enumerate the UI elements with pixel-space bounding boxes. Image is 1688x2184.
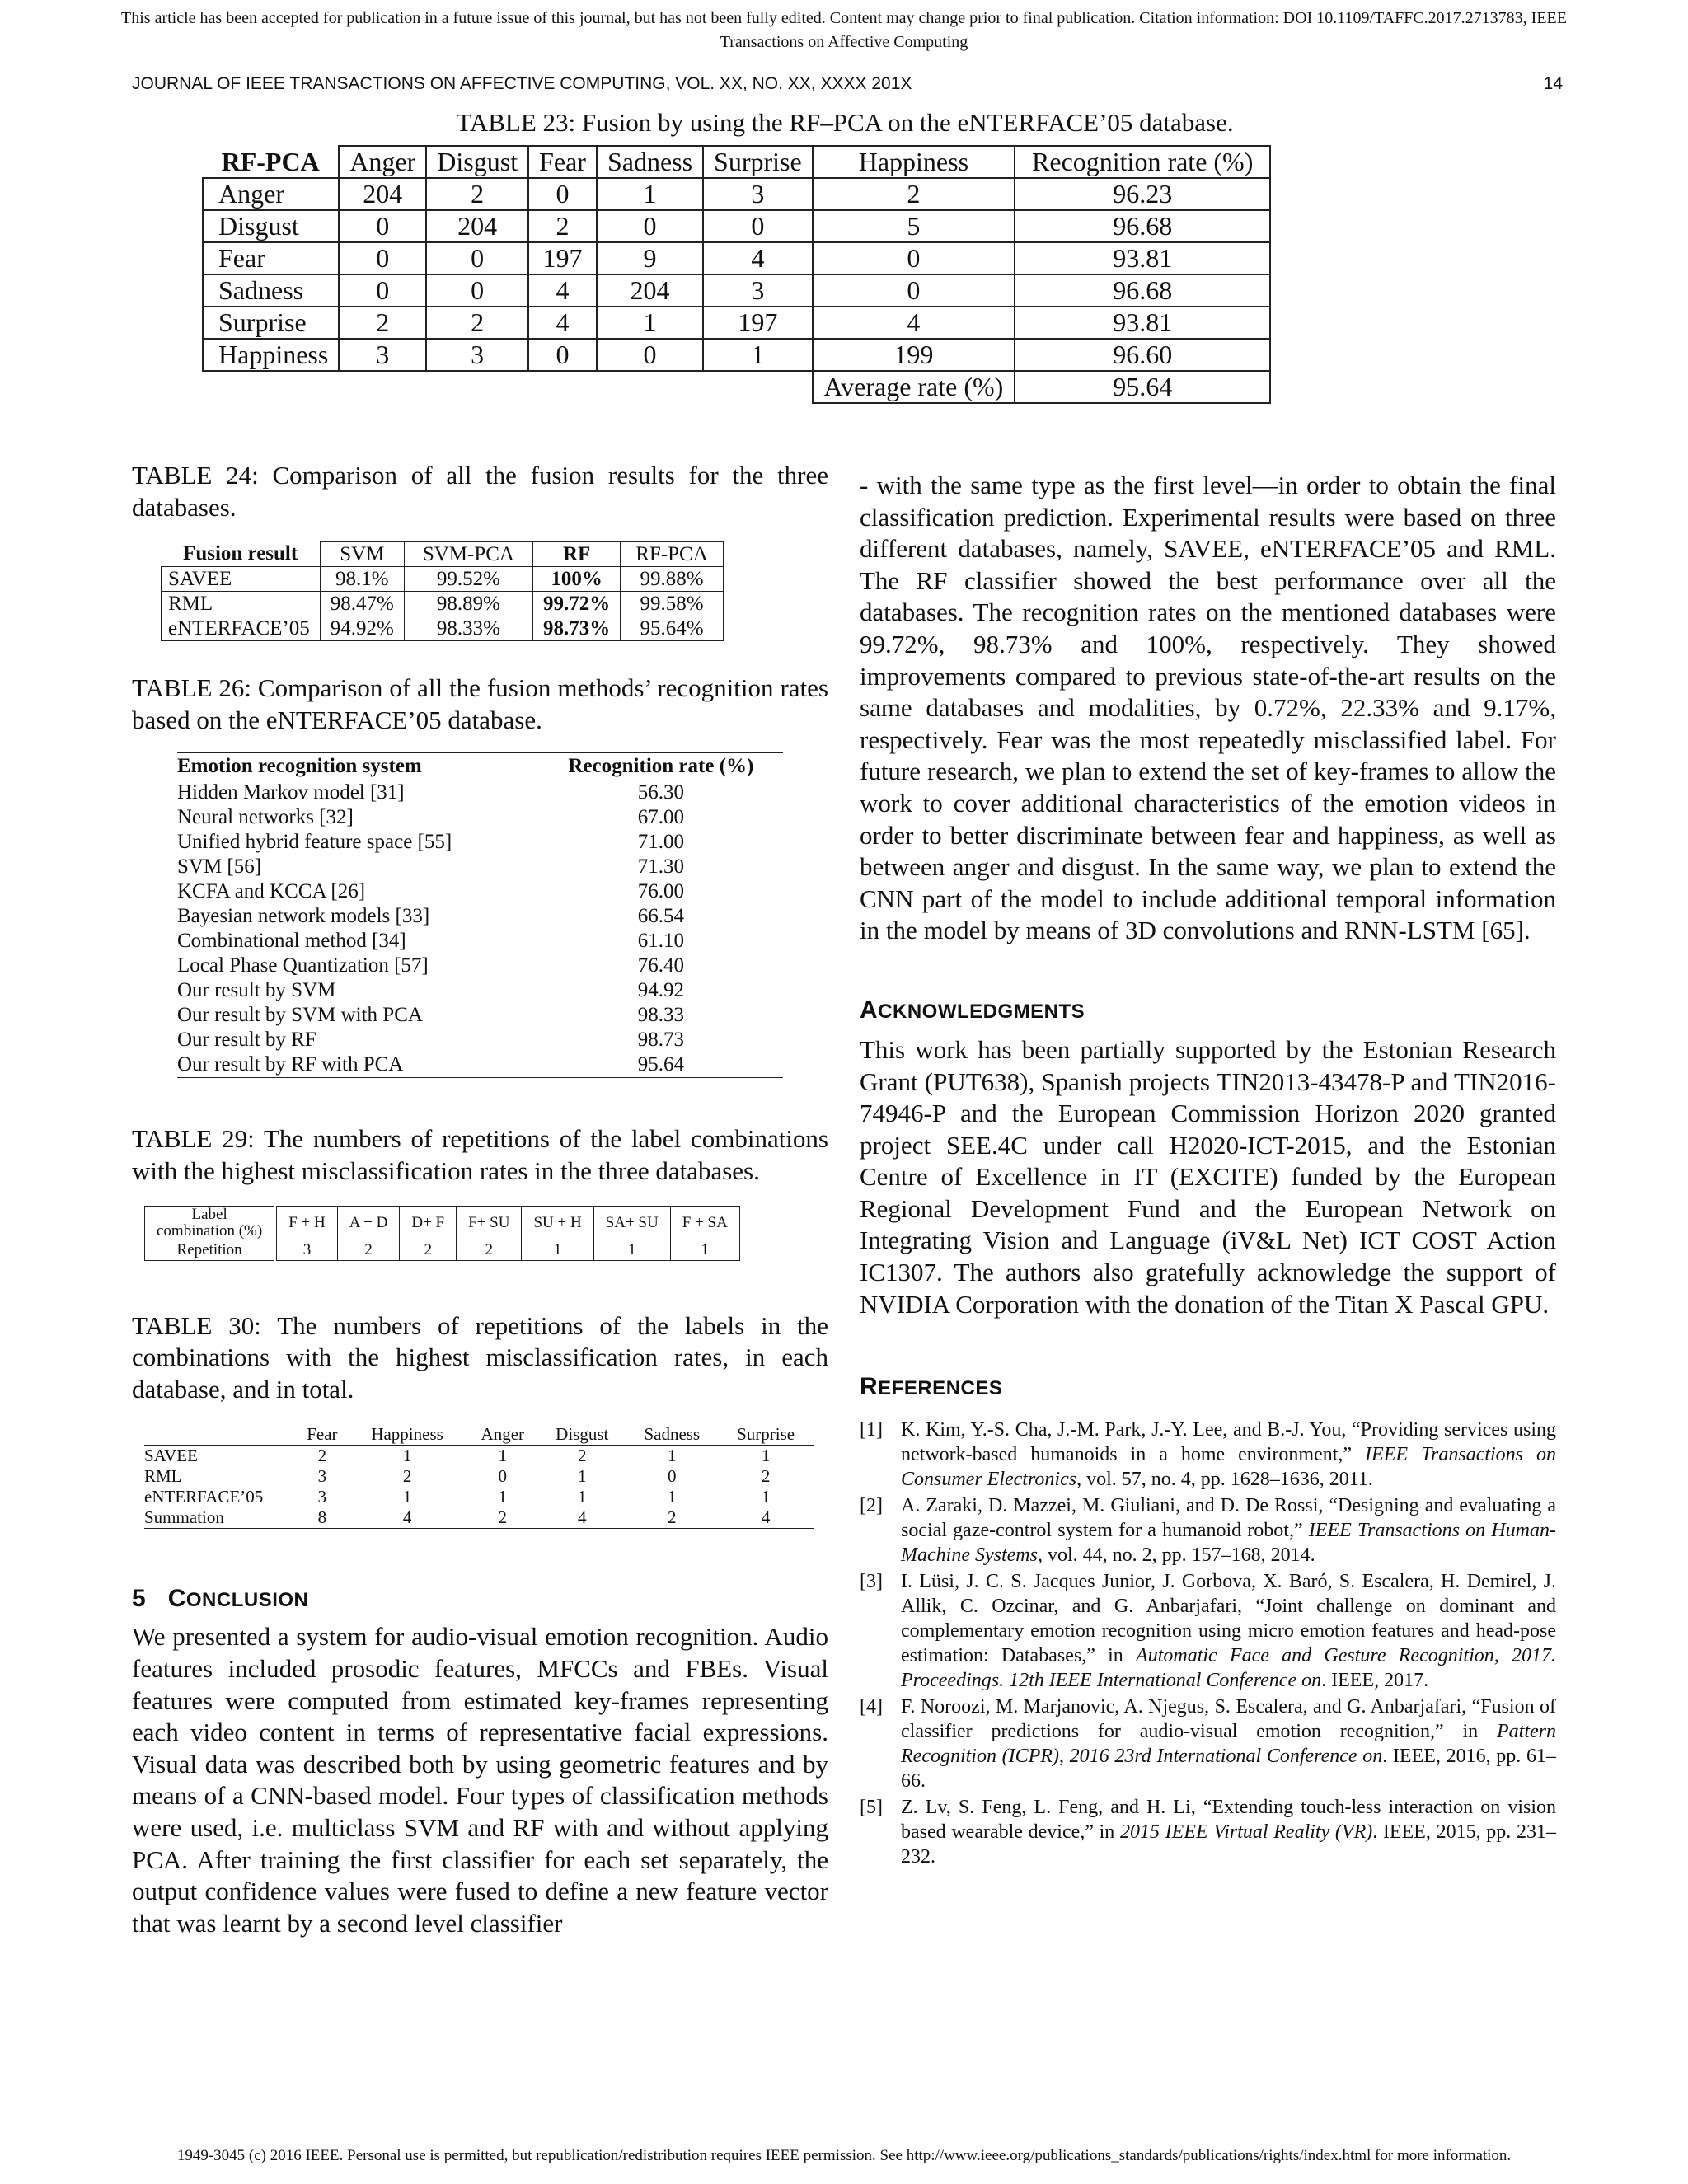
table-cell: 1	[522, 1240, 593, 1260]
reference-number: [2]	[860, 1495, 883, 1517]
running-head	[132, 74, 1563, 94]
table-cell: 76.00	[637, 880, 684, 903]
table-cell: 99.72%	[532, 592, 620, 616]
table-cell: 2	[457, 1240, 522, 1260]
heading-initial: A	[860, 996, 879, 1024]
table-30-caption: TABLE 30: The numbers of repetitions of the labels in the combinations with the highest misclassification rates, in each database, and in total.	[132, 1310, 828, 1404]
table-cell: 2	[402, 1466, 412, 1487]
table-cell: 93.81	[1015, 307, 1270, 339]
table-row	[144, 1466, 814, 1487]
column-header: Surprise	[703, 146, 813, 178]
table-cell: 99.88%	[621, 567, 724, 592]
column-header: F+ SU	[457, 1206, 522, 1240]
table-cell: 96.23	[1015, 178, 1270, 210]
column-header: Sadness	[597, 146, 703, 178]
table-cell: 2	[528, 210, 597, 242]
column-header: Anger	[339, 146, 426, 178]
table-cell: 98.33%	[404, 616, 532, 641]
table-cell: 0	[813, 274, 1015, 307]
reference-item	[860, 1493, 1556, 1568]
table-cell: 4	[538, 1507, 626, 1529]
heading-initial: C	[167, 1585, 186, 1613]
reference-number: [3]	[860, 1571, 883, 1593]
table-29-caption: TABLE 29: The numbers of repetitions of the label combinations with the highest misclassification rates in the three databases.	[132, 1124, 828, 1185]
table-cell: 204	[426, 210, 528, 242]
table-cell: 0	[339, 210, 426, 242]
table-row	[177, 929, 783, 954]
table-cell: 3	[317, 1487, 327, 1507]
row-label: eNTERFACE’05	[144, 1487, 264, 1507]
average-value: 95.64	[1015, 371, 1270, 403]
row-label: Our result by SVM with PCA	[177, 1004, 423, 1027]
table-cell: 71.00	[637, 831, 684, 854]
table-cell: 0	[668, 1466, 677, 1487]
column-header: SVM-PCA	[404, 542, 532, 567]
reference-details: . IEEE, 2015, pp. 231–232.	[901, 1821, 1556, 1868]
table-cell: 1	[498, 1487, 508, 1507]
column-header: Sadness	[626, 1423, 718, 1446]
conclusion-text-left: We presented a system for audio-visual emotion recognition. Audio features included prosodic features, MFCCs and FBEs. Visual features were computed from estimated key-frames representing each video content in terms of representative facial expressions. Visual data was described both by using geometric features and by means of a CNN-based model. Four types of classification methods were used, i.e. multiclass SVM and RF with and without applying PCA. After training the first classifier for each set separately, the output confidence values were fused to define a new feature vector that was learnt by a second level classifier	[132, 1622, 828, 1938]
reference-venue: 2015 IEEE Virtual Reality (VR)	[1119, 1821, 1373, 1844]
table-cell: 96.60	[1015, 339, 1270, 371]
table-row	[144, 1446, 814, 1467]
heading-rest: EFERENCES	[878, 1377, 1003, 1400]
table-cell: 4	[703, 242, 813, 274]
table-cell: 197	[703, 307, 813, 339]
table-row	[177, 780, 783, 806]
table-row	[177, 1028, 783, 1052]
table-cell: 98.73%	[532, 616, 620, 641]
table-row	[203, 242, 1270, 274]
table-row	[144, 1487, 814, 1507]
table-cell: 4	[813, 307, 1015, 339]
table-cell: 199	[813, 339, 1015, 371]
table-header-row	[162, 542, 724, 567]
table-header-row	[203, 146, 1270, 178]
table-cell: 0	[703, 210, 813, 242]
table-cell: 1	[578, 1487, 587, 1507]
table-cell: 61.10	[637, 930, 684, 953]
table-cell: 99.52%	[404, 567, 532, 592]
column-header: Disgust	[538, 1423, 626, 1446]
table-row	[177, 805, 783, 830]
table-cell: 3	[339, 339, 426, 371]
row-label: Sadness	[203, 274, 339, 307]
table-cell: 56.30	[637, 781, 684, 804]
row-label: Local Phase Quantization [57]	[177, 954, 429, 977]
column-header: D+ F	[400, 1206, 457, 1240]
column-header	[145, 1206, 276, 1240]
table-cell: 1	[761, 1446, 771, 1466]
table-cell: 5	[813, 210, 1015, 242]
row-label: Disgust	[203, 210, 339, 242]
column-header: SA+ SU	[593, 1206, 670, 1240]
reference-list	[860, 1418, 1556, 1869]
table-cell: 204	[339, 178, 426, 210]
table-cell: 0	[597, 339, 703, 371]
reference-text	[901, 1569, 1556, 1693]
row-label: eNTERFACE’05	[162, 616, 321, 641]
table-cell: 4	[718, 1507, 814, 1529]
column-header: RF	[532, 542, 620, 567]
table-cell: 98.1%	[320, 567, 404, 592]
journal-name: JOURNAL OF IEEE TRANSACTIONS ON AFFECTIVE COMPUTING, VOL. XX, NO. XX, XXXX 201X	[132, 74, 912, 93]
table-header-row	[145, 1206, 740, 1240]
table-row	[162, 592, 724, 616]
conclusion-text-right: - with the same type as the first level—in order to obtain the final classification prediction. Experimental results were based on three different databases, namely, SAVEE, eNTERFACE’05 and RML. The RF classifier showed the best performance over all the databases. The recognition rates on the mentioned databases were 99.72%, 98.73% and 100%, respectively. They showed improvements compared to previous state-of-the-art results on the same databases and modalities, by 0.72%, 22.33% and 9.17%, respectively. Fear was the most repeatedly misclassified label. For future research, we plan to extend the set of key-frames to allow the work to cover additional characteristics of the emotion videos in order to better discriminate between fear and happiness, as well as between anger and disgust. In the same way, we plan to extend the CNN part of the model to include additional temporal information in the model by means of 3D convolutions and RNN-LSTM [65].	[860, 471, 1556, 945]
table-row	[145, 1240, 740, 1260]
reference-details: . IEEE, 2017.	[1321, 1670, 1429, 1692]
reference-number: [5]	[860, 1797, 883, 1819]
table-cell: 204	[597, 274, 703, 307]
reference-item	[860, 1795, 1556, 1869]
column-header: Disgust	[426, 146, 528, 178]
table-row	[162, 567, 724, 592]
table-cell: 1	[593, 1240, 670, 1260]
table-cell: 96.68	[1015, 274, 1270, 307]
table-cell: 4	[528, 274, 597, 307]
table-row	[177, 904, 783, 929]
row-label: RML	[162, 592, 321, 616]
section-heading-references	[860, 1373, 1556, 1401]
column-header: Fear	[297, 1423, 348, 1446]
heading-rest: CKNOWLEDGMENTS	[878, 1000, 1085, 1023]
table-header-row	[144, 1423, 814, 1446]
table-30	[144, 1423, 814, 1529]
reference-venue: Automatic Face and Gesture Recognition, 2017. Proceedings. 12th IEEE International Conference on	[901, 1645, 1556, 1692]
section-heading-acknowledgments	[860, 996, 1556, 1024]
table-cell: 95.64%	[621, 616, 724, 641]
table-cell: 2	[339, 307, 426, 339]
column-header: A + D	[337, 1206, 400, 1240]
table-row	[162, 616, 724, 641]
reference-authors-title: Z. Lv, S. Feng, L. Feng, and H. Li, “Extending touch-less interaction on vision based wearable device,” in	[901, 1797, 1556, 1844]
table-cell: 2	[426, 307, 528, 339]
row-label: Summation	[144, 1507, 297, 1529]
column-header: Happiness	[813, 146, 1015, 178]
table-cell: 66.54	[637, 905, 684, 928]
table-row	[203, 307, 1270, 339]
table-cell: 2	[761, 1466, 771, 1487]
column-header: Surprise	[718, 1423, 814, 1446]
label-header-line-1: Label	[191, 1205, 227, 1223]
table-row	[177, 1003, 783, 1028]
table-cell: 1	[402, 1487, 412, 1507]
table-cell: 100%	[532, 567, 620, 592]
table-cell: 1	[703, 339, 813, 371]
copyright-footer: 1949-3045 (c) 2016 IEEE. Personal use is permitted, but republication/redistribution requires IEEE permission. See http://www.ieee.org/publications_standards/publications/rights/index.html for more information.	[176, 2147, 1512, 2164]
empty-cell	[203, 371, 813, 403]
table-row	[203, 178, 1270, 210]
table-cell: 96.68	[1015, 210, 1270, 242]
column-header: Recognition rate (%)	[539, 753, 783, 780]
row-label: SAVEE	[162, 567, 321, 592]
reference-authors-title: I. Lüsi, J. C. S. Jacques Junior, J. Gorbova, X. Baró, S. Escalera, H. Demirel, J. Allik, C. Ozcinar, and G. Anbarjafari, “Joint challenge on dominant and complementary emotion recognition using micro emotion features and head-pose estimation: Databases,” in	[901, 1571, 1556, 1667]
table-cell: 0	[339, 274, 426, 307]
table-cell: 1	[578, 1466, 587, 1487]
table-23	[202, 145, 1271, 404]
table-row	[177, 879, 783, 904]
table-23-caption: TABLE 23: Fusion by using the RF–PCA on the eNTERFACE’05 database.	[456, 108, 1234, 137]
table-cell: 0	[498, 1466, 508, 1487]
reference-number: [1]	[860, 1419, 883, 1441]
table-cell: 0	[813, 242, 1015, 274]
row-label: RML	[144, 1466, 182, 1487]
section-number: 5	[132, 1585, 147, 1613]
reference-item	[860, 1569, 1556, 1693]
table-cell: 2	[337, 1240, 400, 1260]
table-header-row	[177, 753, 783, 780]
table-row	[177, 954, 783, 978]
table-cell: 0	[597, 210, 703, 242]
row-label: Neural networks [32]	[177, 806, 354, 829]
reference-details: , vol. 57, no. 4, pp. 1628–1636, 2011.	[1076, 1469, 1373, 1491]
table-cell: 71.30	[637, 855, 684, 879]
table-cell: 98.47%	[320, 592, 404, 616]
reference-authors-title: F. Noroozi, M. Marjanovic, A. Njegus, S. Escalera, and G. Anbarjafari, “Fusion of classifier predictions for audio-visual emotion recognition,” in	[901, 1696, 1556, 1743]
reference-text	[901, 1418, 1556, 1492]
column-header: Fear	[528, 146, 597, 178]
table-cell: 8	[297, 1507, 348, 1529]
reference-details: . IEEE, 2016, pp. 61–66.	[901, 1746, 1556, 1793]
table-corner-label: RF-PCA	[203, 146, 339, 178]
page-number: 14	[1543, 74, 1563, 93]
table-cell: 67.00	[637, 806, 684, 829]
table-row	[203, 274, 1270, 307]
table-cell: 1	[761, 1487, 771, 1507]
table-cell: 9	[597, 242, 703, 274]
reference-authors-title: K. Kim, Y.-S. Cha, J.-M. Park, J.-Y. Lee, and B.-J. You, “Providing services using network-based humanoids in a home environment,”	[901, 1419, 1556, 1466]
column-header: Anger	[467, 1423, 538, 1446]
table-cell: 197	[528, 242, 597, 274]
table-cell: 1	[402, 1446, 412, 1466]
table-cell: 98.89%	[404, 592, 532, 616]
heading-initial: R	[860, 1373, 879, 1401]
table-cell: 2	[317, 1446, 327, 1466]
section-heading-conclusion	[132, 1585, 828, 1613]
row-label: Anger	[203, 178, 339, 210]
table-cell: 95.64	[539, 1052, 783, 1078]
heading-rest: ONCLUSION	[185, 1589, 309, 1612]
table-cell: 1	[597, 178, 703, 210]
table-row	[203, 339, 1270, 371]
table-row	[144, 1507, 814, 1529]
notice-line-1: This article has been accepted for publication in a future issue of this journal, but has not been fully edited. Content may change prior to final publication. Citation information: DOI 10.1109/TAFFC.2017.2713783, IEEE	[121, 9, 1567, 27]
label-header-line-2: combination (%)	[157, 1221, 263, 1240]
acknowledgments-text: This work has been partially supported by the Estonian Research Grant (PUT638), Spanish projects TIN2013-43478-P and TIN2016-74946-P and the European Commission Horizon 2020 granted project SEE.4C under call H2020-ICT-2015, and the Estonian Centre of Excellence in IT (EXCITE) funded by the European Regional Development Fund and the European Network on Integrating Vision and Language (iV&L Net) ICT COST Action IC1307. The authors also gratefully acknowledge the support of NVIDIA Corporation with the donation of the Titan X Pascal GPU.	[860, 1034, 1556, 1319]
reference-authors-title: A. Zaraki, D. Mazzei, M. Giuliani, and D. De Rossi, “Designing and evaluating a social gaze-control system for a humanoid robot,”	[901, 1495, 1556, 1542]
column-header: SU + H	[522, 1206, 593, 1240]
reference-venue: IEEE Transactions on Human-Machine Systems	[901, 1520, 1557, 1567]
table-cell: 1	[668, 1487, 677, 1507]
right-column	[860, 470, 1556, 1871]
table-cell: 98.73	[637, 1029, 684, 1052]
table-24	[161, 541, 724, 641]
column-header: F + SA	[670, 1206, 739, 1240]
table-cell: 0	[426, 242, 528, 274]
reference-venue: Pattern Recognition (ICPR), 2016 23rd International Conference on	[901, 1721, 1556, 1768]
reference-item	[860, 1694, 1556, 1793]
row-label: SVM [56]	[177, 855, 262, 879]
row-label: Bayesian network models [33]	[177, 905, 430, 928]
table-cell: 94.92%	[320, 616, 404, 641]
table-cell: 2	[400, 1240, 457, 1260]
table-cell: 94.92	[637, 979, 684, 1002]
row-label: KCFA and KCCA [26]	[177, 880, 366, 903]
column-header: Happiness	[348, 1423, 467, 1446]
table-cell: 3	[703, 274, 813, 307]
table-cell: 3	[317, 1466, 327, 1487]
reference-text	[901, 1694, 1556, 1793]
reference-number: [4]	[860, 1696, 883, 1718]
table-cell: 0	[339, 242, 426, 274]
table-cell: 1	[668, 1446, 677, 1466]
table-cell: 4	[528, 307, 597, 339]
reference-venue: IEEE Transactions on Consumer Electronics	[901, 1444, 1556, 1491]
row-label: SAVEE	[144, 1446, 198, 1466]
row-label: Our result by SVM	[177, 979, 336, 1002]
table-cell: 1	[597, 307, 703, 339]
table-cell: 1	[670, 1240, 739, 1260]
reference-text	[901, 1493, 1556, 1568]
table-26-caption: TABLE 26: Comparison of all the fusion methods’ recognition rates based on the eNTERFACE’05 database.	[132, 673, 828, 734]
table-23-block	[202, 107, 1488, 404]
table-cell: 99.58%	[621, 592, 724, 616]
table-cell: 0	[528, 178, 597, 210]
table-cell: 1	[498, 1446, 508, 1466]
notice-line-2: Transactions on Affective Computing	[720, 33, 968, 51]
table-cell: 76.40	[637, 954, 684, 977]
row-label: Surprise	[203, 307, 339, 339]
column-header: Emotion recognition system	[177, 753, 539, 780]
table-row	[177, 1052, 783, 1078]
publication-notice	[0, 7, 1688, 54]
row-label: Happiness	[203, 339, 339, 371]
reference-item	[860, 1418, 1556, 1492]
table-cell: 3	[275, 1240, 337, 1260]
row-label: Hidden Markov model [31]	[177, 781, 405, 804]
reference-details: , vol. 44, no. 2, pp. 157–168, 2014.	[1037, 1544, 1315, 1567]
table-cell: 4	[348, 1507, 467, 1529]
table-cell: 2	[467, 1507, 538, 1529]
reference-text	[901, 1795, 1556, 1869]
table-cell: 3	[703, 178, 813, 210]
row-label: Fear	[203, 242, 339, 274]
table-row	[177, 978, 783, 1003]
table-29	[144, 1206, 740, 1261]
column-header: RF-PCA	[621, 542, 724, 567]
table-row	[177, 830, 783, 855]
average-row	[203, 371, 1270, 403]
column-header	[144, 1423, 297, 1446]
column-header: Recognition rate (%)	[1015, 146, 1270, 178]
row-label: Repetition	[145, 1240, 276, 1260]
column-header: Fusion result	[162, 542, 321, 567]
table-cell: 0	[426, 274, 528, 307]
table-row	[203, 210, 1270, 242]
column-header: SVM	[320, 542, 404, 567]
table-cell: 98.33	[637, 1004, 684, 1027]
table-cell: 2	[426, 178, 528, 210]
row-label: Combinational method [34]	[177, 930, 406, 953]
table-row	[177, 855, 783, 879]
left-column	[132, 460, 828, 1939]
table-cell: 2	[626, 1507, 718, 1529]
row-label: Unified hybrid feature space [55]	[177, 831, 452, 854]
table-cell: 0	[528, 339, 597, 371]
row-label: Our result by RF	[177, 1029, 316, 1052]
table-cell: 3	[426, 339, 528, 371]
table-26	[177, 752, 783, 1078]
table-cell: 93.81	[1015, 242, 1270, 274]
column-header: F + H	[275, 1206, 337, 1240]
table-24-caption: TABLE 24: Comparison of all the fusion results for the three databases.	[132, 461, 828, 522]
table-cell: 2	[578, 1446, 587, 1466]
table-cell: 2	[813, 178, 1015, 210]
average-label: Average rate (%)	[813, 371, 1015, 403]
row-label: Our result by RF with PCA	[177, 1052, 539, 1078]
